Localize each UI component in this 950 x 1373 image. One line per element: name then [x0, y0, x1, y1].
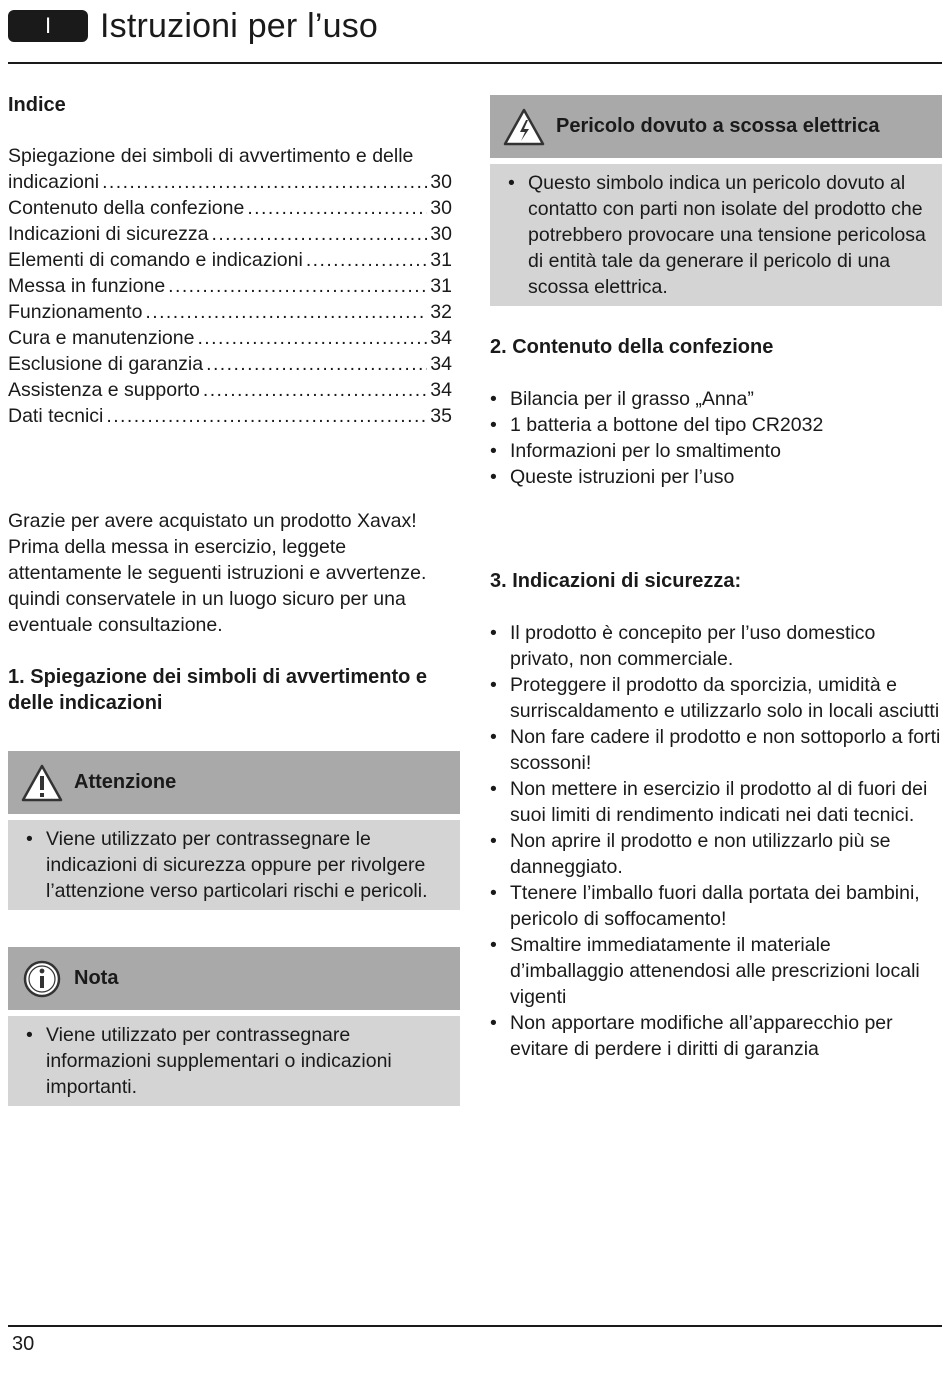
toc-page: 34: [430, 353, 452, 375]
list-item: • Il prodotto è concepito per l’uso domestico privato, non commerciale.: [486, 620, 942, 672]
page-header: [8, 6, 378, 46]
toc-row[interactable]: [8, 299, 452, 325]
note-box: [8, 947, 460, 1106]
intro-line: attentamente le seguenti istruzioni e avvertenze.: [8, 562, 427, 584]
intro-line: Grazie per avere acquistato un prodotto Xavax!: [8, 510, 417, 532]
toc-page: 30: [430, 223, 452, 245]
toc-leader-dots: [145, 299, 427, 325]
attention-box-header: [8, 751, 460, 814]
page-title: Istruzioni per l’uso: [100, 6, 379, 45]
toc-row[interactable]: [8, 169, 452, 195]
safety-list: [486, 620, 942, 1062]
toc-page: 35: [430, 405, 452, 427]
toc-label: Assistenza e supporto: [8, 379, 200, 401]
list-item: • Non aprire il prodotto e non utilizzarlo più se danneggiato.: [486, 828, 942, 880]
list-item: • Ttenere l’imballo fuori dalla portata dei bambini, pericolo di soffocamento!: [486, 880, 942, 932]
section-3-heading: 3. Indicazioni di sicurezza:: [490, 570, 742, 592]
intro-paragraph: [8, 508, 460, 638]
toc-row[interactable]: [8, 351, 452, 377]
section-2-heading: 2. Contenuto della confezione: [490, 336, 774, 358]
list-item: • Non mettere in esercizio il prodotto al di fuori dei suoi limiti di rendimento indicati nei dati tecnici.: [486, 776, 942, 828]
list-item: • Non apportare modifiche all’apparecchio per evitare di perdere i diritti di garanzia: [486, 1010, 942, 1062]
note-text: • Viene utilizzato per contrassegnare informazioni supplementari o indicazioni importanti.: [22, 1022, 450, 1100]
toc-page: 32: [430, 301, 452, 323]
toc-leader-dots: [206, 351, 427, 377]
toc-leader-dots: [102, 169, 427, 195]
toc-leader-dots: [106, 403, 427, 429]
toc-row[interactable]: [8, 273, 452, 299]
toc-leader-dots: [168, 273, 427, 299]
electric-shock-title: Pericolo dovuto a scossa elettrica: [556, 115, 880, 137]
warning-triangle-icon: [20, 763, 64, 803]
toc-page: 34: [430, 327, 452, 349]
section-1-heading-line: 1. Spiegazione dei simboli di avvertimento e: [8, 666, 428, 688]
electric-shock-box-header: [490, 95, 942, 158]
note-box-header: [8, 947, 460, 1010]
toc-leader-dots: [247, 195, 427, 221]
toc-row[interactable]: [8, 325, 452, 351]
electric-shock-text: • Questo simbolo indica un pericolo dovuto al contatto con parti non isolate del prodotto che potrebbero provocare una tensione pericolosa di entità tale da generare il pericolo di una scossa elettrica.: [504, 170, 932, 300]
toc-label: indicazioni: [8, 171, 100, 193]
list-item: • Bilancia per il grasso „Anna”: [486, 386, 942, 412]
list-item: • Non fare cadere il prodotto e non sottoporlo a forti scossoni!: [486, 724, 942, 776]
toc-label: Cura e manutenzione: [8, 327, 195, 349]
attention-box: [8, 751, 460, 910]
toc-label: Messa in funzione: [8, 275, 166, 297]
intro-line: quindi conservatele in un luogo sicuro per una: [8, 588, 406, 610]
page-number: 30: [12, 1333, 35, 1355]
header-rule: [8, 62, 942, 64]
toc-leader-dots: [306, 247, 427, 273]
toc-page: 34: [430, 379, 452, 401]
toc-page: 31: [430, 275, 452, 297]
list-item: • Smaltire immediatamente il materiale d’imballaggio attenendosi alle prescrizioni locali vigenti: [486, 932, 942, 1010]
list-item: • 1 batteria a bottone del tipo CR2032: [486, 412, 942, 438]
toc-page: 30: [430, 197, 452, 219]
table-of-contents: [8, 143, 452, 429]
footer-rule: [8, 1325, 942, 1327]
toc-leader-dots: [197, 325, 427, 351]
toc-label: Funzionamento: [8, 301, 143, 323]
toc-list: [8, 169, 452, 429]
toc-row[interactable]: [8, 247, 452, 273]
toc-page: 31: [430, 249, 452, 271]
toc-label: Elementi di comando e indicazioni: [8, 249, 303, 271]
toc-row[interactable]: [8, 403, 452, 429]
electric-shock-box-body: [490, 164, 942, 306]
attention-text: • Viene utilizzato per contrassegnare le indicazioni di sicurezza oppure per rivolgere l’attenzione verso particolari rischi e pericoli.: [22, 826, 450, 904]
toc-label: Indicazioni di sicurezza: [8, 223, 209, 245]
list-item: • Proteggere il prodotto da sporcizia, umidità e surriscaldamento e utilizzarlo solo in locali asciutti: [486, 672, 942, 724]
toc-label: Esclusione di garanzia: [8, 353, 204, 375]
intro-line: eventuale consultazione.: [8, 614, 223, 636]
electric-shock-warning-icon: [502, 107, 546, 147]
section-1-heading-line: delle indicazioni: [8, 692, 163, 714]
intro-line: Prima della messa in esercizio, leggete: [8, 536, 347, 558]
language-tab: I: [8, 10, 88, 42]
info-icon: [20, 959, 64, 999]
toc-label: Contenuto della confezione: [8, 197, 245, 219]
electric-shock-box: [490, 95, 942, 306]
toc-page: 30: [430, 171, 452, 193]
note-title: Nota: [74, 967, 119, 989]
toc-label: Dati tecnici: [8, 405, 104, 427]
toc-heading: Indice: [8, 94, 66, 116]
toc-leader-dots: [212, 221, 428, 247]
section-1-heading: [8, 664, 460, 716]
contents-list: [486, 386, 942, 490]
list-item: • Informazioni per lo smaltimento: [486, 438, 942, 464]
toc-row[interactable]: [8, 195, 452, 221]
toc-leader-dots: [203, 377, 427, 403]
toc-row[interactable]: [8, 377, 452, 403]
list-item: • Queste istruzioni per l’uso: [486, 464, 942, 490]
attention-box-body: [8, 820, 460, 910]
note-box-body: [8, 1016, 460, 1106]
toc-row[interactable]: [8, 221, 452, 247]
toc-intro: Spiegazione dei simboli di avvertimento e delle: [8, 145, 414, 167]
attention-title: Attenzione: [74, 771, 177, 793]
